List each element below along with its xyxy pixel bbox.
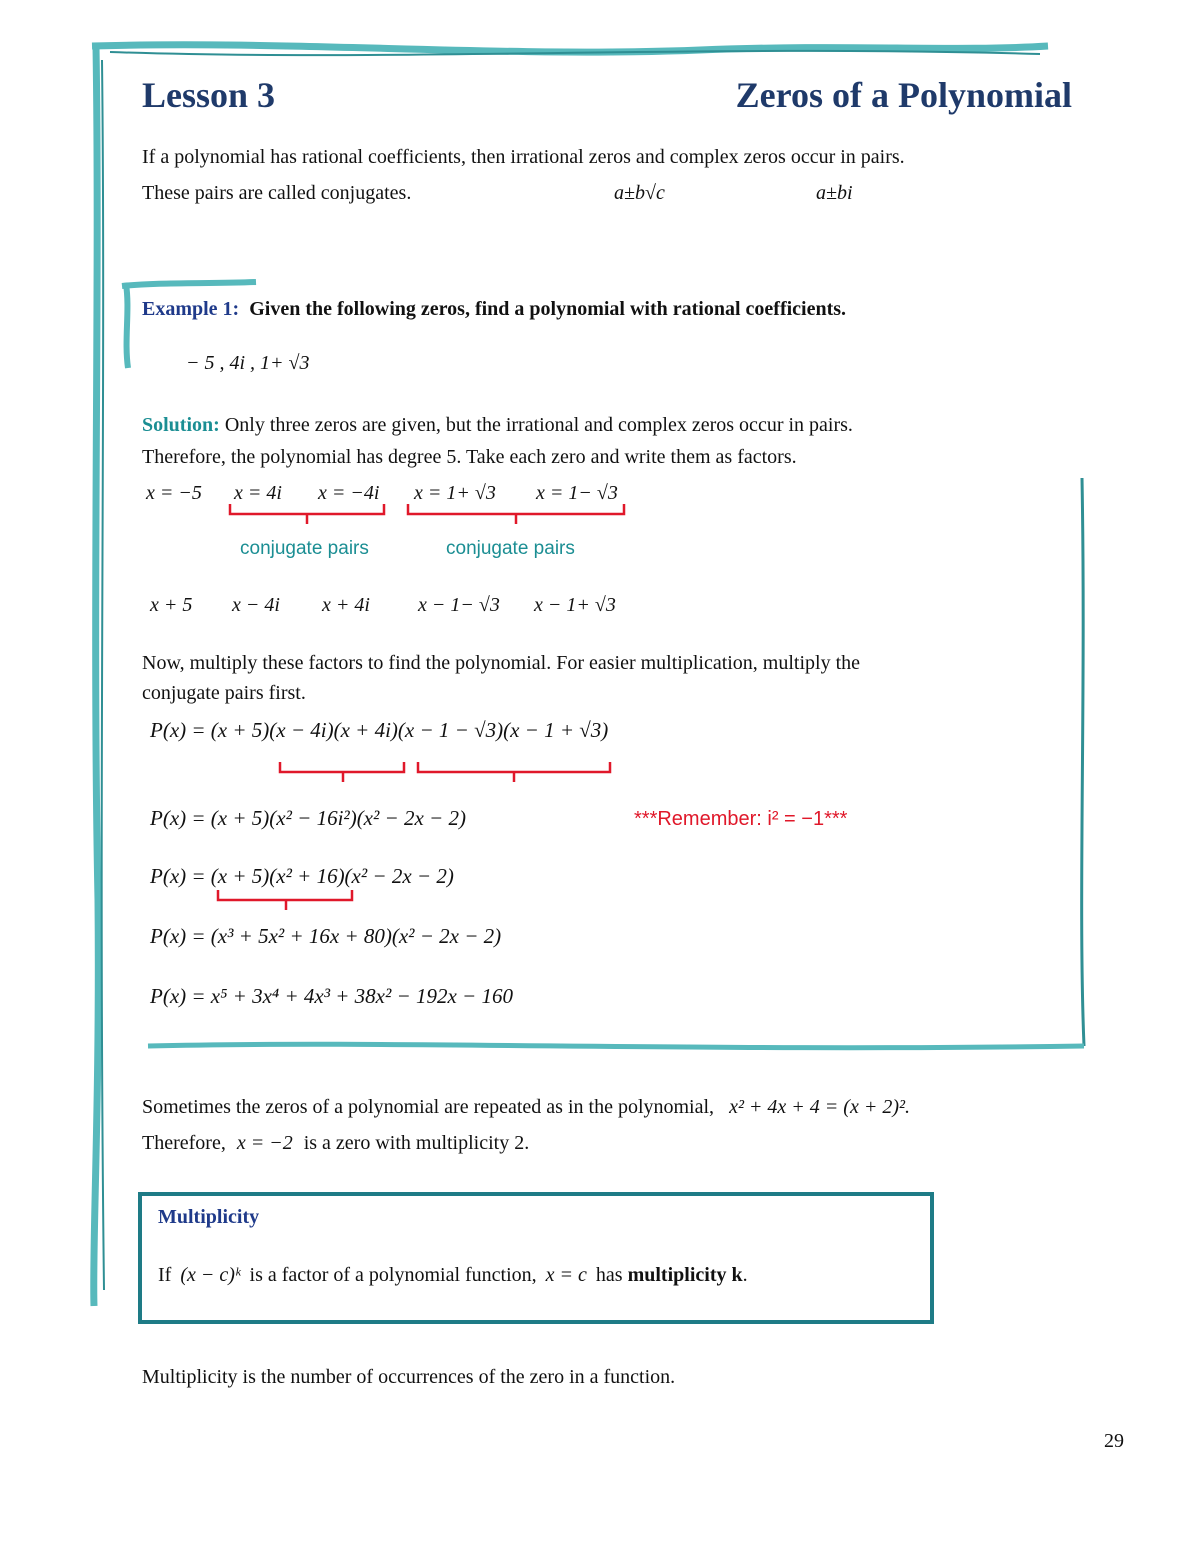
- brace-irrational-pair: [408, 504, 624, 524]
- given-zeros: − 5 , 4i , 1+ √3: [186, 352, 310, 374]
- example-box-right: [1082, 478, 1084, 1046]
- conjugate-form-irrational: a±b√c: [614, 182, 665, 204]
- repeated-text-1: Sometimes the zeros of a polynomial are repeated as in the polynomial,: [142, 1096, 715, 1118]
- mult-eq: x = c: [545, 1264, 587, 1286]
- brace-step1-irrational: [418, 762, 610, 782]
- example-box-left: [126, 284, 128, 368]
- factor-3: x + 4i: [322, 594, 370, 616]
- example-box-top: [122, 282, 256, 286]
- factor-2: x − 4i: [232, 594, 280, 616]
- solution-text-1: Only three zeros are given, but the irrational and complex zeros occur in pairs.: [224, 414, 853, 436]
- conjugate-form-complex: a±bi: [816, 182, 853, 204]
- zero-3: x = −4i: [318, 482, 380, 504]
- closing-text: Multiplicity is the number of occurrences of the zero in a function.: [142, 1366, 676, 1388]
- repeated-text-2b: is a zero with multiplicity 2.: [303, 1132, 530, 1154]
- factor-1: x + 5: [150, 594, 193, 616]
- factor-4: x − 1− √3: [418, 594, 500, 616]
- frame-left-stroke-2: [102, 60, 104, 1290]
- step-5-final: P(x) = x⁵ + 3x⁴ + 4x³ + 38x² − 192x − 160: [150, 984, 513, 1008]
- mult-if: If: [158, 1264, 172, 1286]
- repeated-line-2: [142, 1132, 529, 1155]
- multiplicity-box-title: Multiplicity: [158, 1206, 260, 1228]
- repeated-zero-math: x = −2: [236, 1132, 293, 1154]
- brace-step1-complex: [280, 762, 404, 782]
- mult-has: has: [595, 1264, 623, 1286]
- step-4: P(x) = (x³ + 5x² + 16x + 80)(x² − 2x − 2): [150, 924, 502, 948]
- page-number: 29: [1104, 1430, 1124, 1452]
- step-3: P(x) = (x + 5)(x² + 16)(x² − 2x − 2): [150, 864, 454, 888]
- repeated-example-math: x² + 4x + 4 = (x + 2)².: [729, 1096, 910, 1118]
- mult-period: .: [742, 1264, 748, 1286]
- mult-term: multiplicity k: [627, 1264, 743, 1286]
- frame-left-stroke: [94, 46, 99, 1306]
- topic-title: Zeros of a Polynomial: [735, 75, 1072, 115]
- multiply-text-1: Now, multiply these factors to find the polynomial. For easier multiplication, multiply the: [142, 652, 861, 674]
- zero-1: x = −5: [146, 482, 202, 504]
- solution-line-1: [142, 414, 853, 437]
- brace-complex-pair: [230, 504, 384, 524]
- zero-4: x = 1+ √3: [414, 482, 496, 504]
- repeated-text-2a: Therefore,: [142, 1132, 226, 1154]
- conjugate-pairs-label-2: conjugate pairs: [446, 538, 575, 559]
- intro-line-1: If a polynomial has rational coefficients, then irrational zeros and complex zeros occur in pairs.: [142, 146, 905, 168]
- mult-mid: is a factor of a polynomial function,: [249, 1264, 537, 1286]
- example-box-bottom: [148, 1044, 1084, 1047]
- brace-step3: [218, 890, 352, 910]
- example-heading: [142, 298, 846, 321]
- remember-note: ***Remember: i² = −1***: [634, 808, 848, 830]
- intro-line-2: These pairs are called conjugates.: [142, 182, 412, 204]
- multiplicity-definition: [158, 1264, 748, 1287]
- solution-text-2: Therefore, the polynomial has degree 5. Take each zero and write them as factors.: [142, 446, 797, 468]
- zero-2: x = 4i: [234, 482, 282, 504]
- multiply-text-2: conjugate pairs first.: [142, 682, 306, 704]
- solution-label: Solution:: [142, 414, 220, 436]
- step-1: P(x) = (x + 5)(x − 4i)(x + 4i)(x − 1 − √3)(x − 1 + √3): [150, 718, 609, 742]
- step-2: P(x) = (x + 5)(x² − 16i²)(x² − 2x − 2): [150, 806, 466, 830]
- conjugate-pairs-label-1: conjugate pairs: [240, 538, 369, 559]
- example-label: Example 1:: [142, 298, 240, 320]
- zero-5: x = 1− √3: [536, 482, 618, 504]
- example-prompt: Given the following zeros, find a polynomial with rational coefficients.: [249, 298, 847, 320]
- lesson-title: Lesson 3: [142, 75, 276, 115]
- repeated-line-1: [142, 1096, 910, 1119]
- mult-factor: (x − c)ᵏ: [180, 1264, 241, 1286]
- factor-5: x − 1+ √3: [534, 594, 616, 616]
